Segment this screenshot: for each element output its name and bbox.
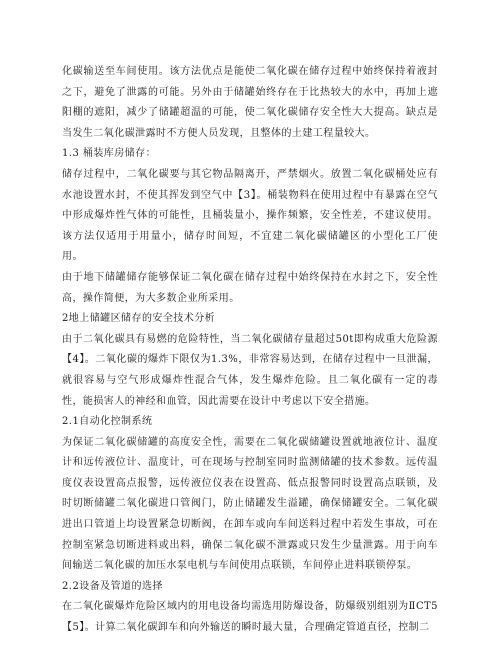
paragraph-hazard-analysis: 由于二氧化碳具有易燃的危险特性，当二氧化碳储存量超过50t即构成重大危险源【4】。二氧化碳的爆炸下限仅为1.3%，非常容易达到，在储存过程中一旦泄漏，就很容易与空气形成爆炸性混合气体，发生爆炸危险。且二氧化碳有一定的毒性，能损害人的神经和血管，因此需要在设计中考虑以下安全措施。	[62, 333, 438, 407]
section-heading-2: 2地上储罐区储存的安全技术分析	[62, 313, 216, 325]
paragraph-barrel-storage: 储存过程中，二氧化碳要与其它物品隔离开，严禁烟火。放置二氧化碳桶处应有水池设置水封，不使其挥发到空气中【3】。桶装物料在使用过程中有暴露在空气中形成爆炸性气体的可能性，且桶装量小，操作频繁，安全性差，不建议使用。该方法仅适用于用量小，储存时间短，不宜建二氧化碳储罐区的小型化工厂使用。	[62, 168, 438, 263]
section-heading-2-1: 2.1自动化控制系统	[62, 416, 153, 428]
paragraph-automation-control: 为保证二氧化碳储罐的高度安全性，需要在二氧化碳储罐设置就地液位计、温度计和远传液位计、温度计，可在现场与控制室同时监测储罐的技术参数。远传温度仪表设置高点报警，远传液位仪表在设置高、低点报警同时设置高点联锁，及时切断储罐二氧化碳进口管阀门，防止储罐发生溢罐，确保储罐安全。二氧化碳进出口管道上均设置紧急切断阀，在卸车或向车间送料过程中若发生事故，可在控制室紧急切断进料或出料，确保二氧化碳不泄露或只发生少量泄露。用于向车间输送二氧化碳的加压水泵电机与车间使用点联锁，车间停止进料联锁停泵。	[62, 436, 438, 572]
section-heading-1-3: 1.3 桶装库房储存：	[62, 148, 157, 160]
paragraph-tank-water-seal: 化碳输送至车间使用。该方法优点是能使二氧化碳在储存过程中始终保持着液封之下，避免了泄露的可能。另外由于储罐始终存在于比热较大的水中，再加上遮阳棚的遮阳，减少了储罐超温的可能，使二氧化碳储存安全性大大提高。缺点是当发生二氧化碳泄露时不方便人员发现，且整体的土建工程量较大。	[62, 66, 438, 139]
paragraph-equipment-selection: 在二氧化碳爆炸危险区域内的用电设备均需选用防爆设备，防爆级别组别为ⅡCT5【5】。计算二氧化碳卸车和向外输送的瞬时最大量，合理确定管道直径，控制二	[62, 601, 438, 634]
paragraph-underground-summary: 由于地下储罐储存能够保证二氧化碳在储存过程中始终保持在水封之下，安全性高，操作简便，为大多数企业所采用。	[62, 271, 438, 304]
section-heading-2-2: 2.2设备及管道的选择	[62, 580, 163, 592]
